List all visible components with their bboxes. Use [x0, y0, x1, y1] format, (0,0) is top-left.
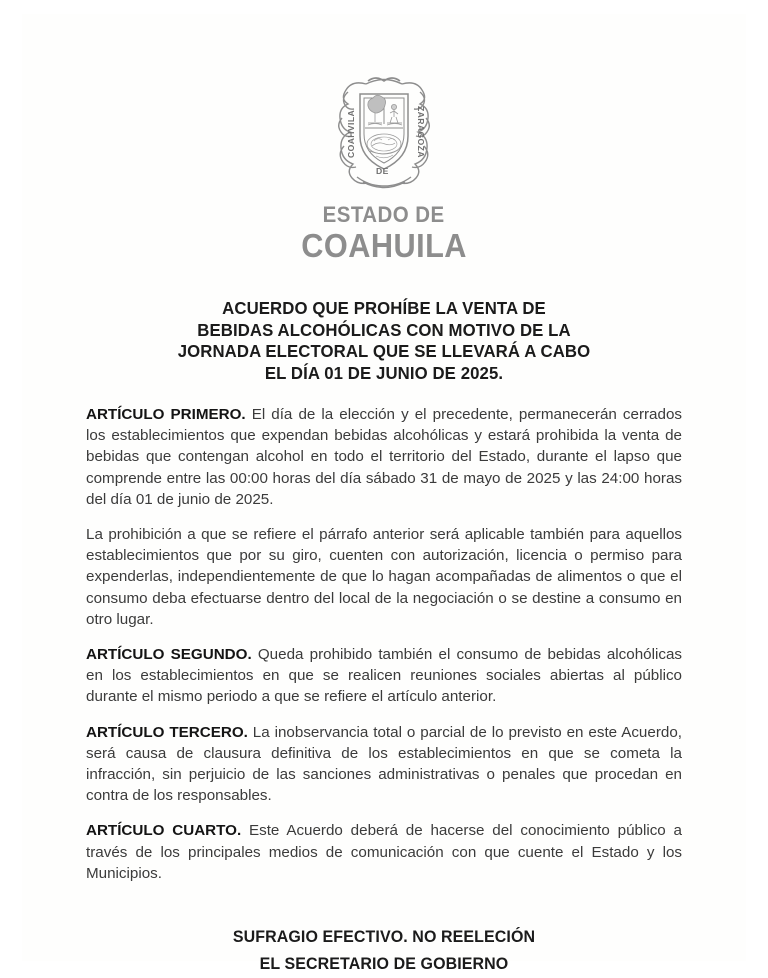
letterhead-line-2: COAHUILA	[301, 227, 467, 264]
title-line: BEBIDAS ALCOHÓLICAS CON MOTIVO DE LA	[197, 319, 571, 340]
article-lead: ARTÍCULO PRIMERO.	[86, 406, 246, 423]
letterhead	[86, 0, 682, 262]
document-body	[86, 404, 682, 884]
article-text: La inobservancia total o parcial de lo previsto en este Acuerdo, será causa de clausura definitiva de los establecimientos en que se cometa la infracción, sin perjuicio de las sanciones administrativas o penales que procedan en contra de los responsables.	[86, 723, 682, 805]
title-line: ACUERDO QUE PROHÍBE LA VENTA DE	[222, 298, 546, 318]
title-line: EL DÍA 01 DE JUNIO DE 2025.	[264, 362, 504, 383]
article-text: Queda prohibido también el consumo de bebidas alcohólicas en los establecimientos en que se realicen reuniones sociales abiertas al público durante el mismo periodo a que se refiere el artículo anterior.	[86, 646, 682, 706]
svg-text:ZARAGOZA: ZARAGOZA	[416, 106, 426, 158]
article-text: La prohibición a que se refiere el párrafo anterior será aplicable también para aquellos establecimientos que por su giro, cuenten con autorización, licencia o permiso para expenderlas, independientemente de que lo hagan acompañadas de alimentos o que el consumo deba efectuarse dentro del local de la negociación o se destine a consumo en otro lugar.	[86, 526, 682, 628]
article-paragraph	[86, 820, 682, 884]
article-lead: ARTÍCULO CUARTO.	[86, 822, 242, 840]
article-lead: ARTÍCULO TERCERO.	[86, 723, 248, 741]
article-paragraph	[86, 404, 682, 510]
article-paragraph	[86, 722, 682, 807]
article-lead: ARTÍCULO SEGUNDO.	[86, 646, 252, 664]
article-text: Este Acuerdo deberá de hacerse del conocimiento público a través de los principales medios de comunicación con que cuente el Estado y los Municipios.	[86, 822, 682, 882]
svg-text:DE: DE	[376, 166, 389, 176]
article-paragraph	[86, 524, 682, 630]
document-footer	[86, 924, 682, 978]
footer-slogan: SUFRAGIO EFECTIVO. NO REELECIÓN	[232, 928, 536, 947]
coat-of-arms-icon	[308, 72, 460, 192]
document-title	[93, 298, 674, 384]
article-paragraph	[86, 644, 682, 708]
letterhead-line-1: ESTADO DE	[322, 202, 446, 227]
footer-signatory: EL SECRETARIO DE GOBIERNO	[259, 955, 509, 974]
svg-text:COAHVILA: COAHVILA	[346, 109, 356, 158]
title-line: JORNADA ELECTORAL QUE SE LLEVARÁ A CABO	[177, 341, 591, 361]
article-text: El día de la elección y el precedente, permanecerán cerrados los establecimientos que expendan bebidas alcohólicas y estará prohibida la venta de bebidas que contengan alcohol en todo el territorio del Estado, durante el lapso que comprende entre las 00:00 horas del día sábado 31 de mayo de 2025 y las 24:00 horas del día 01 de junio de 2025.	[86, 406, 682, 508]
